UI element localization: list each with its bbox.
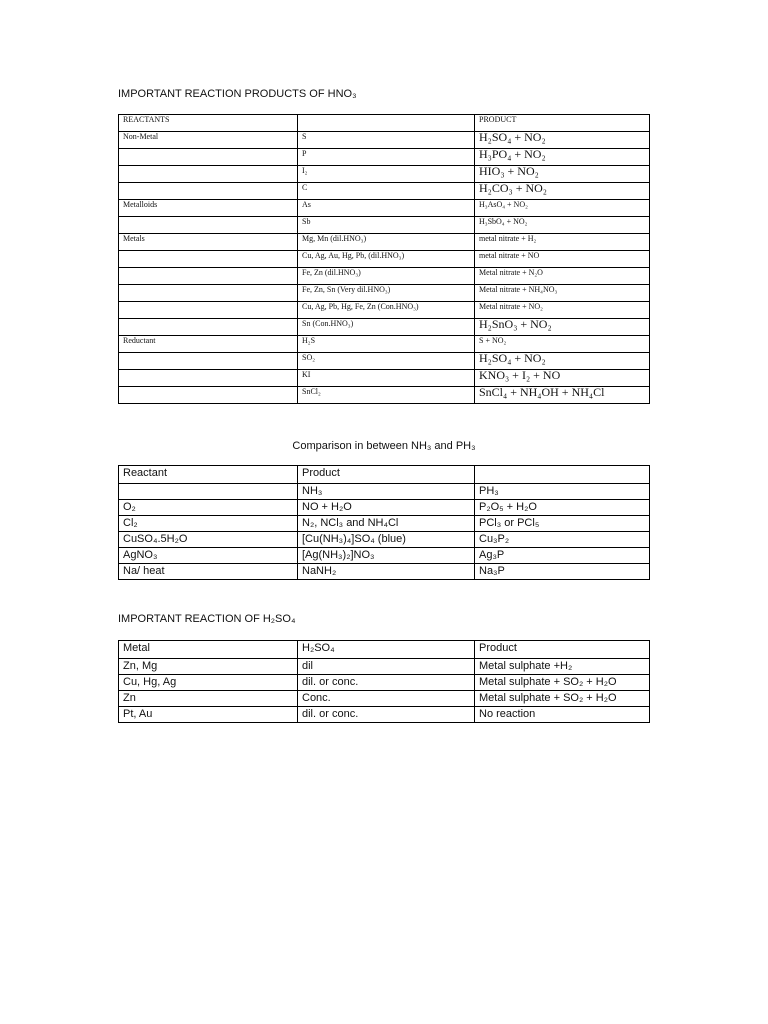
header-cell: Product bbox=[298, 466, 475, 484]
table-row bbox=[119, 302, 650, 319]
reactant-group bbox=[119, 166, 298, 183]
reactant: Sn (Con.HNO₃) bbox=[298, 319, 475, 336]
table-header-row bbox=[119, 641, 650, 659]
reactant-group bbox=[119, 285, 298, 302]
header-cell bbox=[298, 115, 475, 132]
nh3-product: N₂, NCl₃ and NH₄Cl bbox=[298, 516, 475, 532]
product: H₂SnO₃ + NO₂ bbox=[475, 319, 650, 336]
table-row bbox=[119, 564, 650, 580]
reactant: Mg, Mn (dil.HNO₃) bbox=[298, 234, 475, 251]
reactant-group bbox=[119, 319, 298, 336]
reactant-group bbox=[119, 268, 298, 285]
ph3-product: PH₃ bbox=[475, 484, 650, 500]
header-cell: H₂SO₄ bbox=[298, 641, 475, 659]
ph3-product: P₂O₅ + H₂O bbox=[475, 500, 650, 516]
product: Metal sulphate + SO₂ + H₂O bbox=[475, 675, 650, 691]
table-row bbox=[119, 200, 650, 217]
acid-condition: Conc. bbox=[298, 691, 475, 707]
table-row bbox=[119, 675, 650, 691]
reactant-group: Non-Metal bbox=[119, 132, 298, 149]
product: Metal sulphate + SO₂ + H₂O bbox=[475, 691, 650, 707]
table-row bbox=[119, 183, 650, 200]
reactant-group: Reductant bbox=[119, 336, 298, 353]
reactant-group bbox=[119, 370, 298, 387]
product: Metal nitrate + NO₂ bbox=[475, 302, 650, 319]
ph3-product: Cu₃P₂ bbox=[475, 532, 650, 548]
reactant-group bbox=[119, 217, 298, 234]
reactant: Cu, Ag, Au, Hg, Pb, (dil.HNO₃) bbox=[298, 251, 475, 268]
reactant: O₂ bbox=[119, 500, 298, 516]
product: Metal sulphate +H₂ bbox=[475, 659, 650, 675]
reactant: I₂ bbox=[298, 166, 475, 183]
product: HIO₃ + NO₂ bbox=[475, 166, 650, 183]
acid-condition: dil bbox=[298, 659, 475, 675]
reactant: CuSO₄.5H₂O bbox=[119, 532, 298, 548]
product: S + NO₂ bbox=[475, 336, 650, 353]
product: KNO₃ + I₂ + NO bbox=[475, 370, 650, 387]
table-row bbox=[119, 336, 650, 353]
acid-condition: dil. or conc. bbox=[298, 675, 475, 691]
product: H₂SO₄ + NO₂ bbox=[475, 132, 650, 149]
table-row bbox=[119, 707, 650, 723]
table-row bbox=[119, 370, 650, 387]
reactant: Cu, Ag, Pb, Hg, Fe, Zn (Con.HNO₃) bbox=[298, 302, 475, 319]
nh3-ph3-table bbox=[118, 465, 650, 580]
reactant-group: Metalloids bbox=[119, 200, 298, 217]
reactant-group: Metals bbox=[119, 234, 298, 251]
table-header-row bbox=[119, 115, 650, 132]
table-row bbox=[119, 132, 650, 149]
reactant: AgNO₃ bbox=[119, 548, 298, 564]
product: H₂CO₃ + NO₂ bbox=[475, 183, 650, 200]
reactant: S bbox=[298, 132, 475, 149]
reactant: Cl₂ bbox=[119, 516, 298, 532]
table-row bbox=[119, 268, 650, 285]
product: Metal nitrate + NH₄NO₃ bbox=[475, 285, 650, 302]
metal: Zn, Mg bbox=[119, 659, 298, 675]
table-row bbox=[119, 285, 650, 302]
reactant-group bbox=[119, 149, 298, 166]
table-row bbox=[119, 659, 650, 675]
table-row bbox=[119, 500, 650, 516]
product: SnCl₄ + NH₄OH + NH₄Cl bbox=[475, 387, 650, 404]
table-row bbox=[119, 234, 650, 251]
header-cell bbox=[475, 466, 650, 484]
table-row bbox=[119, 532, 650, 548]
nh3-product: NaNH₂ bbox=[298, 564, 475, 580]
product: H₃PO₄ + NO₂ bbox=[475, 149, 650, 166]
reactant: P bbox=[298, 149, 475, 166]
product: Metal nitrate + N₂O bbox=[475, 268, 650, 285]
header-cell: PRODUCT bbox=[475, 115, 650, 132]
table-header-row bbox=[119, 466, 650, 484]
reactant bbox=[119, 484, 298, 500]
table-row bbox=[119, 319, 650, 336]
reactant-group bbox=[119, 387, 298, 404]
table-row bbox=[119, 251, 650, 268]
table-row bbox=[119, 387, 650, 404]
reactant-group bbox=[119, 302, 298, 319]
product: metal nitrate + H₂ bbox=[475, 234, 650, 251]
metal: Cu, Hg, Ag bbox=[119, 675, 298, 691]
reactant: Sb bbox=[298, 217, 475, 234]
ph3-product: Ag₃P bbox=[475, 548, 650, 564]
table-row bbox=[119, 217, 650, 234]
table-row bbox=[119, 484, 650, 500]
product: H₂SO₄ + NO₂ bbox=[475, 353, 650, 370]
acid-condition: dil. or conc. bbox=[298, 707, 475, 723]
metal: Pt, Au bbox=[119, 707, 298, 723]
reactant: SnCl₂ bbox=[298, 387, 475, 404]
reactant-group bbox=[119, 353, 298, 370]
table-row bbox=[119, 691, 650, 707]
h2so4-heading: IMPORTANT REACTION OF H₂SO₄ bbox=[118, 613, 296, 625]
reactant: Fe, Zn, Sn (Very dil.HNO₃) bbox=[298, 285, 475, 302]
reactant-group bbox=[119, 251, 298, 268]
ph3-product: PCl₃ or PCl₅ bbox=[475, 516, 650, 532]
product: H₃SbO₄ + NO₂ bbox=[475, 217, 650, 234]
table-row bbox=[119, 149, 650, 166]
hno3-heading: IMPORTANT REACTION PRODUCTS OF HNO₃ bbox=[118, 88, 357, 100]
reactant: As bbox=[298, 200, 475, 217]
metal: Zn bbox=[119, 691, 298, 707]
table-row bbox=[119, 548, 650, 564]
header-cell: Product bbox=[475, 641, 650, 659]
header-cell: Reactant bbox=[119, 466, 298, 484]
product: metal nitrate + NO bbox=[475, 251, 650, 268]
table-row bbox=[119, 516, 650, 532]
table-row bbox=[119, 166, 650, 183]
ph3-product: Na₃P bbox=[475, 564, 650, 580]
nh3-product: NH₃ bbox=[298, 484, 475, 500]
nh3-product: NO + H₂O bbox=[298, 500, 475, 516]
hno3-table bbox=[118, 114, 650, 404]
reactant: Na/ heat bbox=[119, 564, 298, 580]
header-cell: Metal bbox=[119, 641, 298, 659]
reactant-group bbox=[119, 183, 298, 200]
reactant: KI bbox=[298, 370, 475, 387]
h2so4-table bbox=[118, 640, 650, 723]
reactant: C bbox=[298, 183, 475, 200]
reactant: H₂S bbox=[298, 336, 475, 353]
nh3-ph3-heading: Comparison in between NH₃ and PH₃ bbox=[292, 440, 476, 452]
header-cell: REACTANTS bbox=[119, 115, 298, 132]
product: No reaction bbox=[475, 707, 650, 723]
reactant: Fe, Zn (dil.HNO₃) bbox=[298, 268, 475, 285]
table-row bbox=[119, 353, 650, 370]
nh3-product: [Cu(NH₃)₄]SO₄ (blue) bbox=[298, 532, 475, 548]
reactant: SO₂ bbox=[298, 353, 475, 370]
product: H₃AsO₄ + NO₂ bbox=[475, 200, 650, 217]
nh3-product: [Ag(NH₃)₂]NO₃ bbox=[298, 548, 475, 564]
